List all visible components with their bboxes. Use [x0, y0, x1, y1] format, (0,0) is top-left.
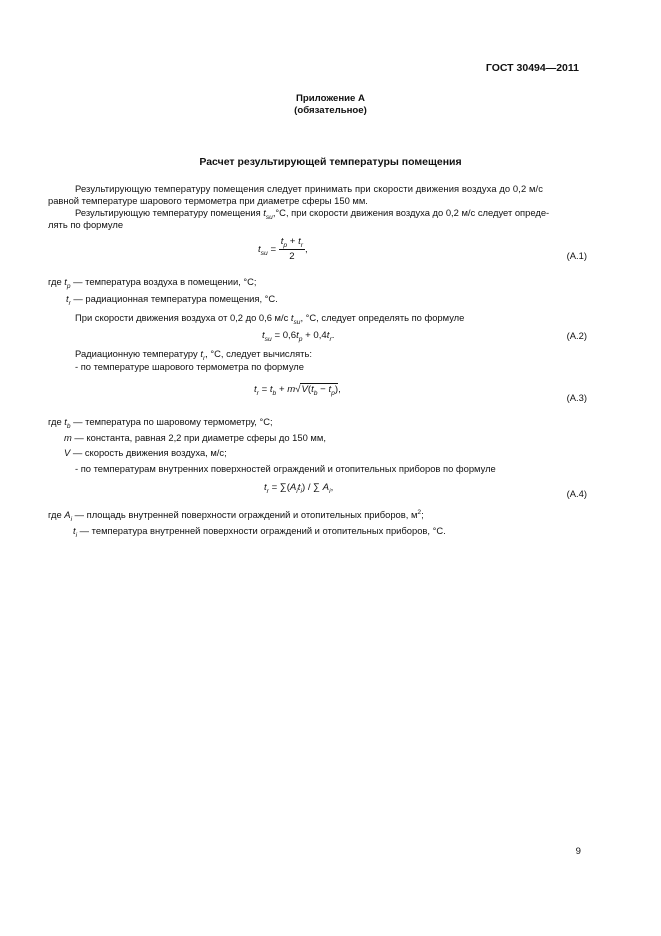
- appendix-subtitle: (обязательное): [294, 105, 367, 116]
- para2-line2: лять по формуле: [48, 219, 124, 230]
- eq3-lhs-sub: r: [256, 389, 259, 397]
- equation-a2: [262, 330, 334, 342]
- eq3-sqrt-b-sub: p: [331, 389, 335, 397]
- eq3-m: m: [287, 384, 296, 395]
- eq3-a-sub: b: [272, 389, 277, 397]
- where1-sub: r: [68, 299, 71, 307]
- where1-desc: — радиационная температура помещения, °С.: [70, 293, 278, 304]
- para2-pre: Результирующую температуру помещения: [75, 207, 264, 218]
- para4-var-sub: r: [202, 354, 206, 362]
- eq4-b: t: [297, 482, 301, 493]
- eq1-lhs: t: [258, 244, 261, 256]
- eq1-num-a: t: [280, 236, 284, 247]
- where2-desc: — скорость движения воздуха, м/с;: [70, 447, 227, 458]
- where2-sym: m: [64, 432, 72, 443]
- para4-var: t: [200, 348, 203, 359]
- eq1-lhs-sub: su: [260, 249, 268, 257]
- eq2-mid1: = 0,6: [271, 330, 297, 341]
- eq4-c: A: [322, 482, 330, 493]
- where2-sym: t: [64, 416, 67, 427]
- eq3-sqrt-a: t: [311, 384, 314, 395]
- section-title: Расчет результирующей температуры помещения: [199, 156, 462, 168]
- eq4-eq: = ∑(: [268, 482, 290, 493]
- eq4-lhs: t: [264, 482, 267, 493]
- eq1-tail: ,: [305, 244, 308, 256]
- para4-line2: - по температуре шарового термометра по формуле: [75, 361, 304, 372]
- eq4-b-sub: i: [300, 487, 302, 495]
- para4-pre: Радиационную температуру: [75, 348, 201, 359]
- where2-lead: где: [48, 416, 65, 427]
- eq3-sqrt-v: V: [301, 384, 308, 395]
- eq4-mid: ) / ∑: [301, 482, 323, 493]
- eq3-eq: =: [258, 384, 270, 395]
- para4-line1: [75, 348, 312, 360]
- document-id: ГОСТ 30494—2011: [485, 62, 579, 74]
- eq1-num-op: +: [287, 236, 299, 247]
- eq2-tail: .: [331, 330, 335, 341]
- where1-sub: p: [66, 282, 71, 290]
- para2-var: t: [263, 207, 266, 218]
- where3-row-1: [73, 525, 446, 537]
- eq2-b-sub: r: [329, 335, 332, 343]
- eq4-a-sub: i: [296, 487, 298, 495]
- eq3-sqrt-b: t: [328, 384, 332, 395]
- para2-post: ,°С, при скорости движения воздуха до 0,2 м/с следует опреде-: [272, 207, 550, 218]
- para3-pre: При скорости движения воздуха от 0,2 до 0,6 м/с: [75, 312, 291, 323]
- where3-sub: i: [70, 515, 73, 523]
- eq1-numerator: [279, 236, 305, 250]
- where3-sup: 2: [417, 508, 422, 516]
- eq1-num-b: t: [298, 236, 301, 247]
- eq3-radicand: [300, 383, 338, 395]
- where3-row-0: [48, 509, 424, 521]
- eq3-sqrt-close: ): [334, 384, 339, 395]
- eq3-plus: +: [276, 384, 288, 395]
- para2-var-sub: su: [265, 213, 273, 221]
- para3: [75, 312, 464, 324]
- eq1-num-a-sub: p: [283, 241, 288, 249]
- para3-var-sub: su: [293, 318, 301, 326]
- para1-line2: равной температуре шарового термометра при диаметре сферы 150 мм.: [48, 195, 368, 206]
- equation-a1: [258, 236, 308, 263]
- where3-sym: A: [64, 509, 71, 520]
- eq3-lhs: t: [254, 384, 257, 395]
- eq4-a: A: [289, 482, 297, 493]
- where1-row-1: [66, 293, 278, 305]
- sqrt-sign-icon: √: [295, 384, 301, 395]
- para1-line1: Результирующую температуру помещения следует принимать при скорости движения воздуха до 0,2 м/с: [75, 183, 544, 194]
- para2-line1: [75, 207, 549, 219]
- where3-sub: i: [75, 531, 78, 539]
- para3-post: , °С, следует определять по формуле: [300, 312, 465, 323]
- eq2-lhs-sub: su: [264, 335, 272, 343]
- eq4-tail: ,: [330, 482, 334, 493]
- equation-a3: [254, 384, 341, 396]
- eq3-sqrt-open: (: [307, 384, 312, 395]
- equation-a4: [264, 482, 333, 494]
- where3-end: ;: [421, 509, 424, 520]
- eq2-a: t: [296, 330, 299, 341]
- where2-sub: b: [66, 422, 71, 430]
- page-number: 9: [575, 846, 581, 857]
- where2-row-2: [64, 447, 227, 459]
- where2-sym: V: [64, 447, 71, 458]
- eq2-b: t: [326, 330, 330, 341]
- eq3-sqrt-a-sub: b: [313, 389, 318, 397]
- where3-desc: — температура внутренней поверхности ограждений и отопительных приборов, °С.: [77, 525, 446, 536]
- eq3-sqrt-minus: −: [317, 384, 329, 395]
- eq2-lhs: t: [262, 330, 265, 341]
- para5: - по температурам внутренних поверхностей ограждений и отопительных приборов по формуле: [75, 463, 496, 474]
- eq3-tail: ,: [338, 384, 341, 395]
- where3-desc: — площадь внутренней поверхности ограждений и отопительных приборов, м: [72, 509, 418, 520]
- where2-row-0: [48, 416, 273, 428]
- appendix-title: Приложение А: [296, 93, 365, 104]
- para4-post: , °С, следует вычислять:: [205, 348, 312, 359]
- where2-desc: — константа, равная 2,2 при диаметре сферы до 150 мм,: [71, 432, 326, 443]
- eq1-num-b-sub: r: [300, 241, 303, 249]
- eq3-a: t: [269, 384, 273, 395]
- where3-lead: где: [48, 509, 65, 520]
- eq1-denominator: 2: [289, 250, 295, 262]
- where1-lead: где: [48, 276, 65, 287]
- where2-row-1: [64, 432, 326, 444]
- eq2-number: (А.2): [566, 330, 587, 341]
- eq1-fraction: [279, 236, 305, 263]
- eq1-number: (А.1): [566, 250, 587, 261]
- where1-row-0: [48, 276, 257, 288]
- where3-sym: t: [73, 525, 76, 536]
- eq4-number: (А.4): [566, 488, 587, 499]
- eq1-eq: =: [267, 244, 279, 256]
- eq3-number: (А.3): [566, 392, 587, 403]
- eq2-a-sub: p: [298, 335, 303, 343]
- para3-var: t: [290, 312, 294, 323]
- where1-desc: — температура воздуха в помещении, °С;: [70, 276, 257, 287]
- where1-sym: t: [66, 293, 69, 304]
- where1-sym: t: [64, 276, 67, 287]
- where2-desc: — температура по шаровому термометру, °С;: [70, 416, 273, 427]
- eq2-mid2: + 0,4: [302, 330, 327, 341]
- eq4-c-sub: i: [329, 487, 331, 495]
- eq4-lhs-sub: r: [266, 487, 269, 495]
